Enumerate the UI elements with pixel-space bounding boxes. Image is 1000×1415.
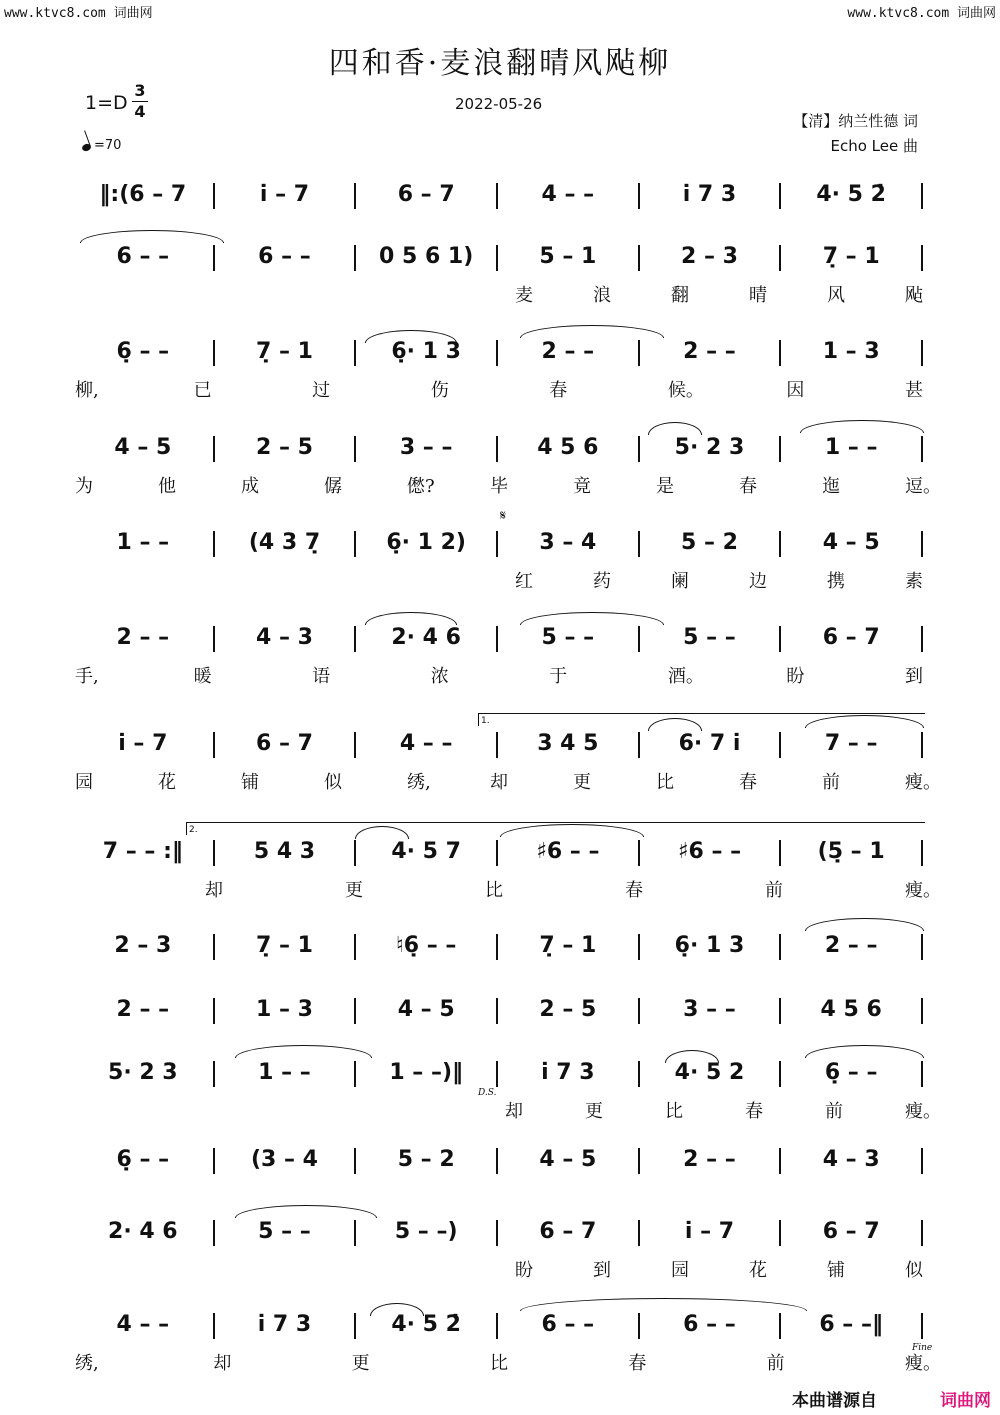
lyric-word: 更: [345, 880, 363, 901]
lyric-word: 园: [671, 1260, 689, 1281]
measure: 2 – 3: [681, 244, 738, 269]
measure: i̇ 7 3: [541, 1060, 595, 1085]
measure: 4· 5 2: [674, 1060, 745, 1085]
lyric-word: 柳,: [75, 380, 99, 401]
measure: 2 – 3: [114, 933, 172, 958]
score-row: [75, 332, 925, 372]
measure: 6̣· 1 3: [674, 933, 745, 958]
measure: 6̣ – –: [116, 339, 170, 364]
measure: 3 – –: [683, 997, 736, 1022]
lyric-word: 似: [324, 772, 342, 793]
barline: [496, 998, 498, 1024]
barline: [638, 245, 640, 271]
score-row: [75, 724, 925, 764]
lyric-word: 瘦。: [905, 772, 941, 793]
lyric-word: 是: [656, 476, 674, 497]
lyric-word: 飐: [905, 285, 923, 306]
barline: [921, 1061, 923, 1087]
barline: [213, 1061, 215, 1087]
lyric-word: 僽?: [407, 476, 435, 497]
measure: ♯6 – –: [677, 839, 742, 864]
barline: [779, 340, 781, 366]
measure: i̇ 7 3: [682, 182, 737, 207]
measure: ‖:(6 – 7: [99, 182, 187, 207]
lyric-word: 红: [515, 571, 533, 592]
lyric-word: 瘦。: [905, 1101, 941, 1122]
barline: [496, 531, 498, 557]
lyric-word: 园: [75, 772, 93, 793]
volta-2: 2.: [186, 822, 925, 835]
source-label: 本曲谱源自: [792, 1391, 877, 1411]
measure: 7 – –: [824, 731, 878, 756]
score-row: [75, 523, 925, 563]
tie: [805, 1045, 924, 1058]
barline: [213, 1148, 215, 1174]
barline: [213, 840, 215, 866]
barline: [638, 531, 640, 557]
measure: i̇ – 7: [684, 1219, 735, 1244]
measure: 2 – 5: [539, 997, 597, 1022]
measure: i̇ 7 3: [257, 1312, 312, 1337]
measure: 2 – –: [683, 1147, 736, 1172]
barline: [496, 183, 498, 209]
barline: [213, 340, 215, 366]
lyric-word: 晴: [749, 285, 767, 306]
barline: [921, 436, 923, 462]
lyric-word: 因: [786, 380, 805, 401]
measure: 2 – –: [541, 339, 595, 364]
score-row: [75, 175, 925, 215]
lyric-word: 于: [549, 666, 568, 687]
barline: [496, 1148, 498, 1174]
measure: i̇ – 7: [259, 182, 310, 207]
barline: [496, 626, 498, 652]
tie: [235, 1045, 372, 1058]
barline: [779, 998, 781, 1024]
lyric-line: [75, 1349, 941, 1375]
lyric-word: 边: [749, 571, 767, 592]
measure: 1 – –)‖: [389, 1060, 463, 1085]
slur: [665, 1050, 719, 1063]
tie: [805, 918, 924, 931]
measure: 4 – 5: [114, 435, 172, 460]
lyric-word: 绣,: [75, 1353, 99, 1374]
measure: 2· 4 6: [108, 1219, 178, 1244]
lyric-word: 花: [158, 772, 176, 793]
score-row: [75, 237, 925, 277]
tempo-value: =70: [94, 138, 122, 153]
composer: Echo Lee 曲: [830, 137, 918, 155]
lyric-word: 候。: [667, 380, 704, 401]
measure: 7̣ – 1: [539, 933, 597, 958]
measure: 3 – –: [399, 435, 453, 460]
measure: 4 – 5: [539, 1147, 597, 1172]
barline: [779, 1061, 781, 1087]
measure: 6 – 7: [539, 1219, 597, 1244]
measure: 4 – –: [399, 731, 453, 756]
measure: 3 – 4: [539, 530, 597, 555]
barline: [213, 732, 215, 758]
measure: 2 – –: [683, 339, 736, 364]
measure: 6 – 7: [822, 625, 880, 650]
score-row: [75, 1212, 925, 1252]
lyric-word: 铺: [241, 772, 259, 793]
lyric-word: 浪: [593, 285, 611, 306]
measure: 4· 5 7: [391, 839, 461, 864]
measure: 6̣· 1 2): [386, 530, 466, 555]
measure: ♯6 – –: [536, 839, 600, 864]
barline: [779, 732, 781, 758]
lyric-word: 却: [505, 1101, 523, 1122]
barline: [779, 840, 781, 866]
barline: [354, 1061, 356, 1087]
ds-mark: D.S.: [478, 1088, 497, 1098]
measure: i̇ – 7: [118, 731, 168, 756]
measure: 6 – 7: [397, 182, 455, 207]
measure: 6 – –: [683, 1312, 736, 1337]
lyric-word: 携: [827, 571, 845, 592]
barline: [496, 732, 498, 758]
slur: [365, 612, 457, 625]
tie: [520, 612, 664, 625]
barline: [354, 436, 356, 462]
lyric-word: 春: [549, 380, 568, 401]
time-bottom: 4: [134, 102, 146, 121]
date: 2022-05-26: [455, 95, 543, 113]
measure: 6 – –: [541, 1312, 595, 1337]
lyric-word: 他: [158, 476, 176, 497]
score-row: [75, 832, 925, 872]
lyric-word: 成: [241, 476, 259, 497]
measure: (5̣ – 1: [817, 839, 885, 864]
barline: [496, 934, 498, 960]
lyric-word: 比: [490, 1353, 508, 1374]
barline: [213, 1220, 215, 1246]
lyric-word: 春: [739, 476, 757, 497]
key-signature: 1=D: [85, 92, 128, 114]
barline: [921, 340, 923, 366]
lyric-word: 盼: [515, 1260, 533, 1281]
watermark-right: www.ktvc8.com 词曲网: [847, 6, 996, 21]
lyric-word: 麦: [515, 285, 533, 306]
barline: [213, 1313, 215, 1339]
lyric-word: 素: [905, 571, 923, 592]
measure: 6 – –: [116, 244, 170, 269]
lyric-word: 药: [593, 571, 611, 592]
lyric-word: 春: [625, 880, 643, 901]
lyric-word: 到: [593, 1260, 611, 1281]
measure: 5 – –): [394, 1219, 458, 1244]
barline: [921, 626, 923, 652]
lyric-word: 暖: [193, 666, 212, 687]
barline: [638, 436, 640, 462]
measure: 5 – 2: [681, 530, 738, 555]
measure: (4 3 7̣: [248, 530, 321, 555]
barline: [638, 1061, 640, 1087]
barline: [921, 998, 923, 1024]
lyric-word: 前: [765, 880, 783, 901]
lyric-word: 更: [585, 1101, 603, 1122]
lyric-word: 前: [822, 772, 840, 793]
barline: [921, 1220, 923, 1246]
lyric-word: 僝: [324, 476, 342, 497]
barline: [921, 1313, 923, 1339]
barline: [354, 840, 356, 866]
lyric-line: [75, 376, 925, 402]
barline: [638, 340, 640, 366]
barline: [213, 245, 215, 271]
barline: [354, 934, 356, 960]
barline: [921, 732, 923, 758]
score-row: [75, 1305, 925, 1345]
barline: [638, 732, 640, 758]
barline: [496, 340, 498, 366]
barline: [779, 626, 781, 652]
barline: [638, 998, 640, 1024]
lyric-word: 迤: [822, 476, 840, 497]
measure: 7̣ – 1: [256, 933, 313, 958]
lyric-word: 却: [213, 1353, 232, 1374]
barline: [354, 531, 356, 557]
barline: [354, 183, 356, 209]
barline: [496, 840, 498, 866]
measure: 5 – –: [683, 625, 736, 650]
volta-1: 1.: [478, 713, 925, 726]
lyric-word: 逗。: [905, 476, 941, 497]
barline: [213, 626, 215, 652]
measure: 2 – 5: [256, 435, 313, 460]
barline: [213, 531, 215, 557]
measure: 5 – 1: [539, 244, 597, 269]
barline: [638, 183, 640, 209]
barline: [638, 626, 640, 652]
lyric-word: 毕: [490, 476, 508, 497]
measure: 5 – –: [258, 1219, 311, 1244]
barline: [496, 245, 498, 271]
barline: [779, 1148, 781, 1174]
lyric-line: [75, 768, 941, 794]
lyric-word: 盼: [786, 666, 805, 687]
score-row: [75, 926, 925, 966]
barline: [496, 1220, 498, 1246]
measure: 3 4 5: [537, 731, 599, 756]
lyric-line: [75, 1256, 925, 1282]
lyric-word: 比: [485, 880, 503, 901]
barline: [779, 1313, 781, 1339]
measure: 4 – 3: [256, 625, 313, 650]
lyric-word: 风: [827, 285, 845, 306]
lyric-word: 到: [905, 666, 923, 687]
lyric-word: 更: [351, 1353, 370, 1374]
time-top: 3: [134, 81, 146, 100]
barline: [354, 1148, 356, 1174]
tie: [520, 325, 664, 338]
lyric-word: 瘦。: [905, 1353, 941, 1374]
measure: 0 5 6 1): [379, 244, 474, 269]
quarter-note-icon: [81, 143, 92, 153]
barline: [354, 732, 356, 758]
measure: 6 – –‖: [819, 1312, 883, 1337]
measure: 5· 2 3: [108, 1060, 178, 1085]
lyric-line: [75, 1097, 941, 1123]
measure: 5 – –: [541, 625, 595, 650]
lyric-word: 更: [573, 772, 591, 793]
song-title: 四和香·麦浪翻晴风飐柳: [328, 46, 672, 81]
measure: 4 5 6: [820, 997, 882, 1022]
measure: 7̣ – 1: [256, 339, 313, 364]
measure: 7 – – :‖: [102, 839, 183, 864]
score-row: [75, 1053, 925, 1093]
measure: 4· 5 2̇: [816, 182, 886, 207]
lyric-word: 为: [75, 476, 93, 497]
measure: 4 – –: [541, 182, 595, 207]
lyric-line: [75, 567, 925, 593]
measure: ♮6̣ – –: [395, 933, 457, 958]
lyric-word: 似: [905, 1260, 923, 1281]
barline: [921, 183, 923, 209]
barline: [496, 1313, 498, 1339]
measure: 4· 5 2̇: [391, 1312, 461, 1337]
lyric-word: 铺: [827, 1260, 845, 1281]
lyric-word: 春: [628, 1353, 647, 1374]
barline: [354, 245, 356, 271]
barline: [638, 1313, 640, 1339]
lyric-word: 却: [205, 880, 223, 901]
barline: [779, 531, 781, 557]
barline: [779, 245, 781, 271]
lyric-word: 瘦。: [905, 880, 941, 901]
barline: [779, 436, 781, 462]
lyric-line: [75, 472, 941, 498]
segno-mark: 𝄋: [500, 508, 507, 524]
barline: [354, 998, 356, 1024]
measure: (3 – 4: [250, 1147, 318, 1172]
score-row: [75, 428, 925, 468]
watermark-left: www.ktvc8.com 词曲网: [4, 6, 153, 21]
barline: [213, 436, 215, 462]
lyric-word: 却: [490, 772, 508, 793]
measure: 4 – 5: [397, 997, 455, 1022]
tie: [520, 1298, 807, 1311]
measure: 4 – 3: [822, 1147, 880, 1172]
barline: [921, 1148, 923, 1174]
lyric-word: 绣,: [407, 772, 431, 793]
measure: 6̣· 1 3: [391, 339, 461, 364]
barline: [354, 1220, 356, 1246]
barline: [496, 436, 498, 462]
score-row: [75, 1140, 925, 1180]
measure: 6 – –: [258, 244, 311, 269]
lyric-line: [75, 281, 925, 307]
measure: 1 – –: [116, 530, 170, 555]
barline: [779, 183, 781, 209]
lyric-word: 前: [825, 1101, 843, 1122]
lyric-word: 酒。: [667, 666, 704, 687]
lyric-word: 手,: [75, 666, 99, 687]
measure: 6̣ – –: [824, 1060, 878, 1085]
site-logo: 词曲网: [940, 1391, 991, 1411]
barline: [779, 1220, 781, 1246]
measure: 2 – –: [824, 933, 878, 958]
barline: [921, 840, 923, 866]
measure: 5 – 2: [397, 1147, 455, 1172]
lyric-word: 已: [193, 380, 212, 401]
lyric-word: 前: [766, 1353, 785, 1374]
measure: 2 – –: [116, 997, 170, 1022]
measure: 2· 4 6: [391, 625, 461, 650]
measure: 4 – 5: [822, 530, 880, 555]
barline: [213, 998, 215, 1024]
lyric-word: 春: [739, 772, 757, 793]
barline: [354, 626, 356, 652]
tie: [800, 420, 924, 433]
lyric-line: [75, 662, 925, 688]
slur: [648, 422, 702, 435]
score-row: [75, 618, 925, 658]
measure: 6· 7 i̇: [678, 731, 741, 756]
lyric-word: 花: [749, 1260, 767, 1281]
lyricist: 【清】纳兰性德 词: [793, 112, 918, 130]
barline: [921, 934, 923, 960]
measure: 5· 2 3: [674, 435, 745, 460]
barline: [354, 340, 356, 366]
tie: [80, 230, 224, 243]
measure: 1 – –: [258, 1060, 311, 1085]
lyric-word: 浓: [430, 666, 449, 687]
measure: 4 – –: [116, 1312, 170, 1337]
measure: 6 – 7: [256, 731, 313, 756]
measure: 7̣ – 1: [822, 244, 880, 269]
measure: 6 – 7: [822, 1219, 880, 1244]
barline: [638, 934, 640, 960]
time-signature: [132, 82, 148, 121]
tie: [235, 1205, 377, 1218]
lyric-word: 翻: [671, 285, 689, 306]
lyric-line: [75, 876, 941, 902]
measure: 1 – –: [824, 435, 878, 460]
measure: 1 – 3: [822, 339, 880, 364]
tempo-mark: [82, 138, 121, 153]
barline: [213, 934, 215, 960]
barline: [638, 1148, 640, 1174]
lyric-word: 语: [312, 666, 331, 687]
barline: [213, 183, 215, 209]
measure: 4 5 6: [537, 435, 599, 460]
measure: 6̣ – –: [116, 1147, 170, 1172]
measure: 1 – 3: [256, 997, 313, 1022]
measure: 2 – –: [116, 625, 170, 650]
barline: [779, 934, 781, 960]
barline: [638, 840, 640, 866]
barline: [496, 1061, 498, 1087]
lyric-word: 甚: [905, 380, 923, 401]
score-row: [75, 990, 925, 1030]
lyric-word: 阑: [671, 571, 689, 592]
barline: [354, 1313, 356, 1339]
measure: 5 4 3: [253, 839, 316, 864]
fine-mark: Fine: [912, 1343, 933, 1353]
lyric-word: 春: [745, 1101, 763, 1122]
lyric-word: 过: [312, 380, 331, 401]
lyric-word: 比: [665, 1101, 683, 1122]
lyric-word: 竟: [573, 476, 591, 497]
lyric-word: 伤: [430, 380, 449, 401]
barline: [638, 1220, 640, 1246]
lyric-word: 比: [656, 772, 674, 793]
barline: [921, 531, 923, 557]
barline: [921, 245, 923, 271]
